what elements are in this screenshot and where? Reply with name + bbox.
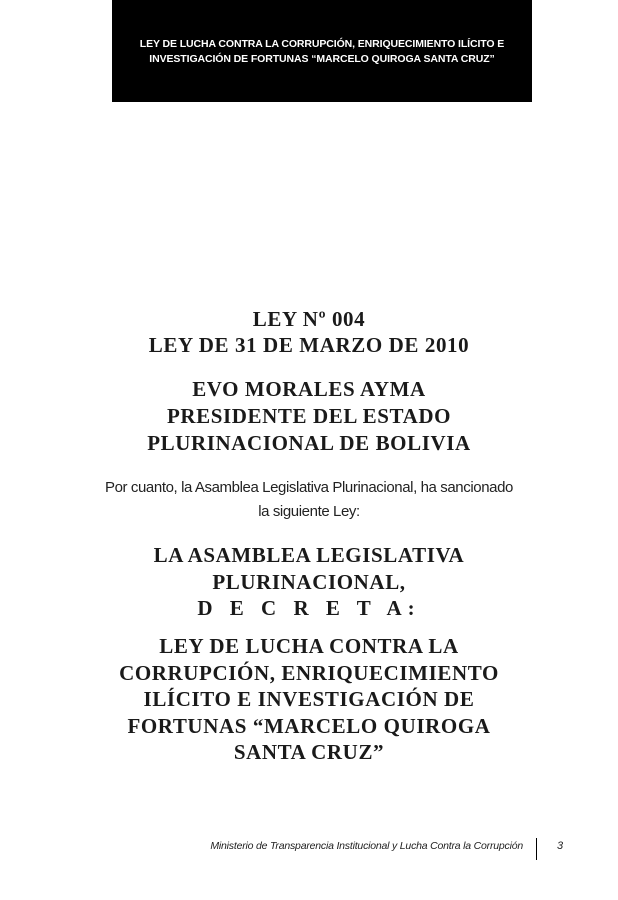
intro-line-1: Por cuanto, la Asamblea Legislativa Plurinacional, ha sancionado [104, 479, 513, 496]
law-date: LEY DE 31 DE MARZO DE 2010 [148, 333, 470, 357]
header-banner [112, 0, 532, 102]
footer-ministry: Ministerio de Transparencia Institucional y Lucha Contra la Corrupción [210, 840, 523, 852]
president-title-line-2: PLURINACIONAL DE BOLIVIA [147, 431, 471, 455]
page-footer [0, 838, 618, 860]
law-title-line-5: SANTA CRUZ” [233, 740, 385, 764]
assembly-line-1: LA ASAMBLEA LEGISLATIVA [153, 543, 465, 567]
president-heading [0, 376, 618, 457]
law-title [0, 633, 618, 766]
decree-word: D E C R E T A: [197, 596, 421, 620]
header-line-1: LEY DE LUCHA CONTRA LA CORRUPCIÓN, ENRIQUECIMIENTO ILÍCITO E [139, 38, 505, 50]
assembly-decree [0, 542, 618, 622]
law-title-line-3: ILÍCITO E INVESTIGACIÓN DE [143, 687, 475, 711]
president-title-line-1: PRESIDENTE DEL ESTADO [166, 404, 452, 428]
law-title-line-4: FORTUNAS “MARCELO QUIROGA [127, 713, 491, 738]
law-heading [0, 306, 618, 358]
law-title-line-2: CORRUPCIÓN, ENRIQUECIMIENTO [119, 660, 499, 685]
law-number: LEY Nº 004 [252, 307, 366, 331]
law-title-line-1: LEY DE LUCHA CONTRA LA [159, 634, 459, 658]
intro-paragraph [0, 476, 618, 524]
footer-divider [536, 838, 537, 860]
president-name: EVO MORALES AYMA [192, 377, 426, 401]
page-number: 3 [557, 840, 564, 852]
intro-line-2: la siguiente Ley: [258, 503, 360, 520]
assembly-line-2: PLURINACIONAL, [212, 569, 406, 594]
header-line-2: INVESTIGACIÓN DE FORTUNAS “MARCELO QUIROGA SANTA CRUZ” [149, 53, 495, 65]
